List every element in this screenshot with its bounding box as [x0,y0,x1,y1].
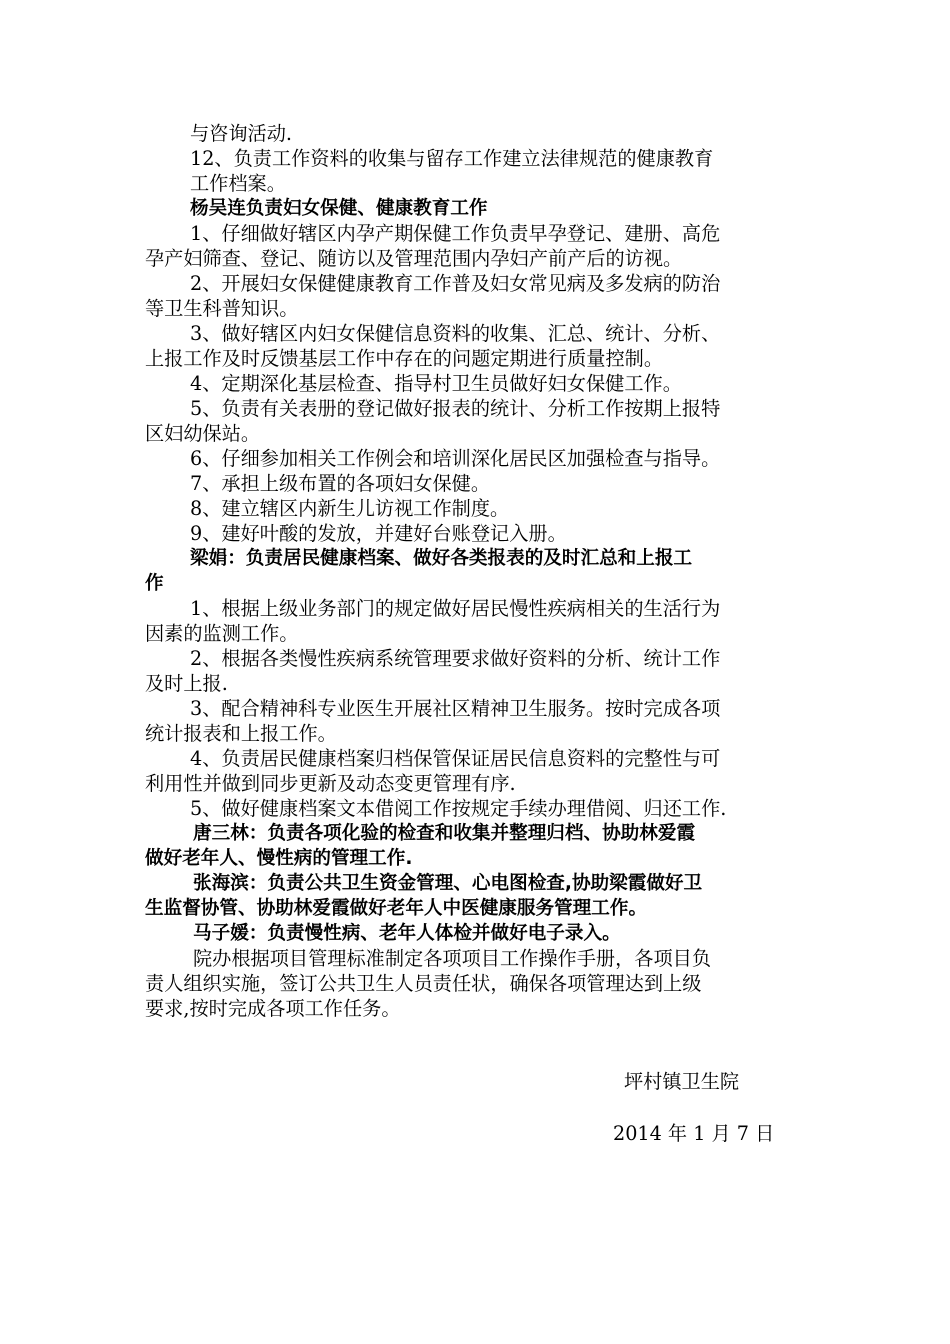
text-line: 8、建立辖区内新生儿访视工作制度。 [190,497,510,520]
text-line: 工作档案。 [190,172,286,195]
text-line: 责人组织实施，签订公共卫生人员责任状，确保各项管理达到上级 [145,972,702,995]
text-line: 作 [145,573,164,594]
text-line: 12、负责工作资料的收集与留存工作建立法律规范的健康教育 [190,147,714,170]
text-line: 4、定期深化基层检查、指导村卫生员做好妇女保健工作。 [190,372,682,395]
text-line: 与咨询活动. [190,122,293,145]
text-line: 唐三林：负责各项化验的检查和收集并整理归档、协助林爱霞 [193,823,696,844]
text-line: 区妇幼保站。 [145,422,261,445]
document-body [145,121,810,1021]
text-line: 及时上报. [145,672,228,695]
text-line: 5、做好健康档案文本借阅工作按规定手续办理借阅、归还工作. [190,797,727,820]
text-line: 2、根据各类慢性疾病系统管理要求做好资料的分析、统计工作 [190,647,721,670]
text-line: 1、仔细做好辖区内孕产期保健工作负责早孕登记、建册、高危 [190,222,721,245]
text-line: 利用性并做到同步更新及动态变更管理有序. [145,772,516,795]
text-line: 统计报表和上报工作。 [145,722,337,745]
text-line: 2、开展妇女保健健康教育工作普及妇女常见病及多发病的防治 [190,272,721,295]
text-line: 院办根据项目管理标准制定各项项目工作操作手册，各项目负 [193,947,712,970]
text-line: 9、建好叶酸的发放，并建好台账登记入册。 [190,522,567,545]
text-line: 杨吴连负责妇女保健、健康教育工作 [190,198,488,219]
text-line: 生监督协管、协助林爱霞做好老年人中医健康服务管理工作。 [145,898,648,919]
text-line: 5、负责有关表册的登记做好报表的统计、分析工作按期上报特 [190,397,721,420]
text-line: 马子媛：负责慢性病、老年人体检并做好电子录入。 [193,923,621,944]
text-line: 1、根据上级业务部门的规定做好居民慢性疾病相关的生活行为 [190,597,721,620]
text-line: 4、负责居民健康档案归档保管保证居民信息资料的完整性与可 [190,747,721,770]
text-line: 3、配合精神科专业医生开展社区精神卫生服务。按时完成各项 [190,697,721,720]
text-line: 梁娟：负责居民健康档案、做好各类报表的及时汇总和上报工 [190,548,693,569]
text-line: 3、做好辖区内妇女保健信息资料的收集、汇总、统计、分析、 [190,322,721,345]
signature-organization: 坪村镇卫生院 [624,1070,740,1093]
text-line: 因素的监测工作。 [145,622,299,645]
text-line: 要求,按时完成各项工作任务。 [145,997,401,1020]
text-line: 等卫生科普知识。 [145,297,299,320]
text-line: 张海滨：负责公共卫生资金管理、心电图检查,协助梁霞做好卫 [193,873,703,894]
text-line: 做好老年人、慢性病的管理工作. [145,848,413,869]
text-line: 7、承担上级布置的各项妇女保健。 [190,472,491,495]
text-line: 孕产妇筛查、登记、随访以及管理范围内孕妇产前产后的访视。 [145,247,683,270]
signature-date: 2014 年 1 月 7 日 [613,1122,775,1145]
text-line: 上报工作及时反馈基层工作中存在的问题定期进行质量控制。 [145,347,664,370]
text-line: 6、仔细参加相关工作例会和培训深化居民区加强检查与指导。 [190,447,721,470]
